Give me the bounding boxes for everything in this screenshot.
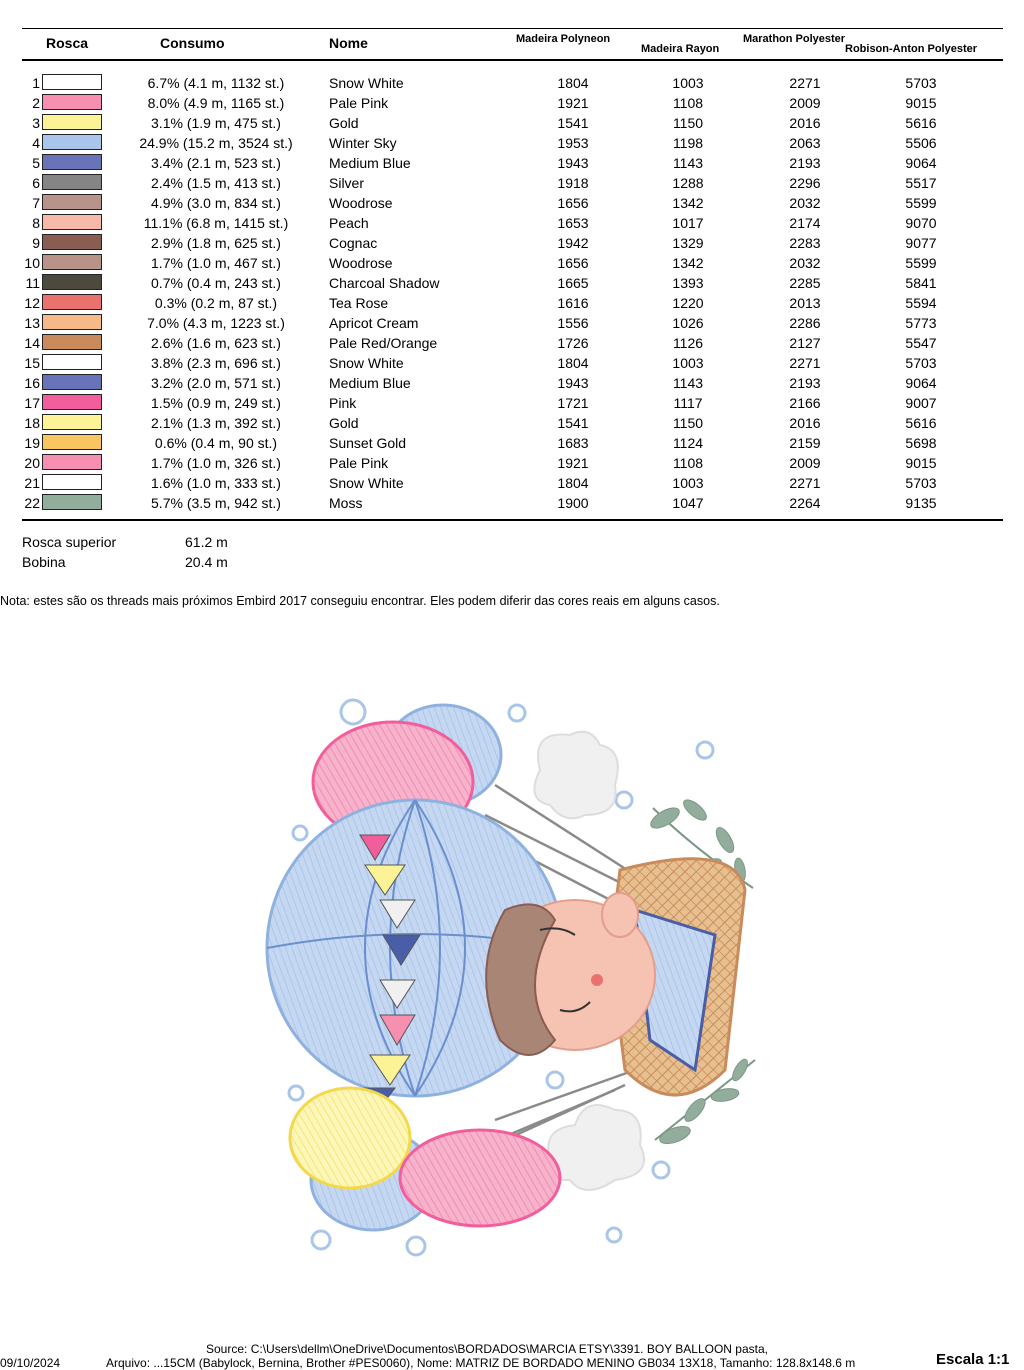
color-swatch bbox=[42, 394, 102, 410]
marathon-code: 2166 bbox=[789, 395, 821, 411]
marathon-code: 2193 bbox=[789, 375, 821, 391]
marathon-code: 2032 bbox=[789, 195, 821, 211]
madeira-rayon-code: 1342 bbox=[672, 255, 704, 271]
thread-row bbox=[0, 313, 1024, 333]
thread-row bbox=[0, 493, 1024, 513]
thread-name: Charcoal Shadow bbox=[329, 275, 440, 291]
note-text: Nota: estes são os threads mais próximos Embird 2017 conseguiu encontrar. Eles podem diferir das cores reais em alguns casos. bbox=[0, 594, 720, 608]
madeira-polyneon-code: 1656 bbox=[557, 255, 589, 271]
marathon-code: 2271 bbox=[789, 355, 821, 371]
madeira-polyneon-code: 1921 bbox=[557, 455, 589, 471]
rosca-superior-value: 61.2 m bbox=[185, 534, 228, 550]
thread-row bbox=[0, 353, 1024, 373]
madeira-rayon-code: 1288 bbox=[672, 175, 704, 191]
thread-name: Pale Pink bbox=[329, 95, 389, 111]
madeira-polyneon-code: 1556 bbox=[557, 315, 589, 331]
thread-row bbox=[0, 393, 1024, 413]
color-swatch bbox=[42, 354, 102, 370]
thread-consumo: 1.6% (1.0 m, 333 st.) bbox=[151, 475, 281, 491]
madeira-polyneon-code: 1804 bbox=[557, 75, 589, 91]
thread-number: 9 bbox=[32, 235, 40, 251]
bottom-rule bbox=[22, 519, 1003, 521]
thread-row bbox=[0, 173, 1024, 193]
marathon-code: 2271 bbox=[789, 75, 821, 91]
thread-name: Snow White bbox=[329, 75, 404, 91]
thread-consumo: 4.9% (3.0 m, 834 st.) bbox=[151, 195, 281, 211]
madeira-polyneon-code: 1804 bbox=[557, 475, 589, 491]
thread-name: Moss bbox=[329, 495, 363, 511]
color-swatch bbox=[42, 254, 102, 270]
madeira-polyneon-code: 1656 bbox=[557, 195, 589, 211]
thread-consumo: 3.2% (2.0 m, 571 st.) bbox=[151, 375, 281, 391]
robison-code: 5594 bbox=[905, 295, 937, 311]
madeira-rayon-code: 1342 bbox=[672, 195, 704, 211]
thread-row bbox=[0, 273, 1024, 293]
color-swatch bbox=[42, 474, 102, 490]
color-swatch bbox=[42, 294, 102, 310]
robison-code: 5547 bbox=[905, 335, 937, 351]
thread-row bbox=[0, 153, 1024, 173]
footer-date: 09/10/2024 bbox=[0, 1356, 61, 1370]
madeira-polyneon-code: 1721 bbox=[557, 395, 589, 411]
marathon-code: 2271 bbox=[789, 475, 821, 491]
madeira-rayon-code: 1329 bbox=[672, 235, 704, 251]
marathon-code: 2174 bbox=[789, 215, 821, 231]
color-swatch bbox=[42, 114, 102, 130]
thread-name: Medium Blue bbox=[329, 375, 411, 391]
color-swatch bbox=[42, 194, 102, 210]
marathon-code: 2032 bbox=[789, 255, 821, 271]
robison-code: 5599 bbox=[905, 255, 937, 271]
thread-number: 6 bbox=[32, 175, 40, 191]
thread-consumo: 0.7% (0.4 m, 243 st.) bbox=[151, 275, 281, 291]
madeira-rayon-code: 1003 bbox=[672, 75, 704, 91]
robison-code: 9064 bbox=[905, 375, 937, 391]
thread-consumo: 6.7% (4.1 m, 1132 st.) bbox=[147, 75, 285, 91]
thread-number: 18 bbox=[24, 415, 40, 431]
robison-code: 9015 bbox=[905, 95, 937, 111]
robison-code: 5698 bbox=[905, 435, 937, 451]
thread-number: 15 bbox=[24, 355, 40, 371]
thread-name: Cognac bbox=[329, 235, 378, 251]
color-swatch bbox=[42, 454, 102, 470]
thread-number: 19 bbox=[24, 435, 40, 451]
thread-consumo: 3.4% (2.1 m, 523 st.) bbox=[151, 155, 281, 171]
robison-code: 5773 bbox=[905, 315, 937, 331]
madeira-rayon-code: 1017 bbox=[672, 215, 704, 231]
header-madeira-polyneon: Madeira Polyneon bbox=[516, 33, 611, 45]
thread-name: Woodrose bbox=[329, 255, 393, 271]
robison-code: 5703 bbox=[905, 475, 937, 491]
madeira-polyneon-code: 1683 bbox=[557, 435, 589, 451]
thread-number: 7 bbox=[32, 195, 40, 211]
embroidery-design-image bbox=[255, 690, 775, 1270]
header-marathon: Marathon Polyester bbox=[743, 33, 846, 45]
madeira-rayon-code: 1003 bbox=[672, 475, 704, 491]
marathon-code: 2016 bbox=[789, 115, 821, 131]
thread-row bbox=[0, 333, 1024, 353]
thread-name: Gold bbox=[329, 415, 359, 431]
thread-name: Medium Blue bbox=[329, 155, 411, 171]
robison-code: 5841 bbox=[905, 275, 937, 291]
thread-name: Snow White bbox=[329, 355, 404, 371]
thread-number: 14 bbox=[24, 335, 40, 351]
madeira-rayon-code: 1003 bbox=[672, 355, 704, 371]
color-swatch bbox=[42, 214, 102, 230]
header-rosca: Rosca bbox=[46, 35, 89, 51]
thread-consumo: 2.9% (1.8 m, 625 st.) bbox=[151, 235, 281, 251]
robison-code: 5506 bbox=[905, 135, 937, 151]
color-swatch bbox=[42, 334, 102, 350]
thread-row bbox=[0, 453, 1024, 473]
madeira-rayon-code: 1143 bbox=[672, 155, 704, 171]
thread-number: 10 bbox=[24, 255, 40, 271]
top-rule bbox=[22, 28, 1003, 29]
robison-code: 5616 bbox=[905, 115, 937, 131]
robison-code: 5599 bbox=[905, 195, 937, 211]
madeira-rayon-code: 1150 bbox=[672, 415, 704, 431]
thread-consumo: 3.1% (1.9 m, 475 st.) bbox=[151, 115, 281, 131]
boy-mouth bbox=[591, 974, 603, 986]
madeira-rayon-code: 1108 bbox=[672, 95, 704, 111]
footer-arquivo: Arquivo: ...15CM (Babylock, Bernina, Brother #PES0060), Nome: MATRIZ DE BORDADO MENINO GB034 13X18, Tamanho: 128.8x148.6 m bbox=[106, 1356, 856, 1370]
header-nome: Nome bbox=[329, 35, 368, 51]
robison-code: 5517 bbox=[905, 175, 937, 191]
header-rule bbox=[22, 59, 1003, 61]
madeira-polyneon-code: 1541 bbox=[557, 115, 589, 131]
thread-name: Peach bbox=[329, 215, 369, 231]
marathon-code: 2296 bbox=[789, 175, 821, 191]
thread-name: Winter Sky bbox=[329, 135, 397, 151]
marathon-code: 2285 bbox=[789, 275, 821, 291]
thread-row bbox=[0, 253, 1024, 273]
robison-code: 9015 bbox=[905, 455, 937, 471]
color-swatch bbox=[42, 374, 102, 390]
thread-row bbox=[0, 413, 1024, 433]
marathon-code: 2127 bbox=[789, 335, 821, 351]
thread-number: 11 bbox=[25, 275, 40, 291]
robison-code: 9007 bbox=[905, 395, 937, 411]
thread-consumo: 0.3% (0.2 m, 87 st.) bbox=[154, 295, 278, 311]
thread-name: Gold bbox=[329, 115, 359, 131]
thread-row bbox=[0, 113, 1024, 133]
marathon-code: 2193 bbox=[789, 155, 821, 171]
bobina-value: 20.4 m bbox=[185, 554, 228, 570]
madeira-polyneon-code: 1953 bbox=[557, 135, 589, 151]
thread-number: 22 bbox=[24, 495, 40, 511]
thread-number: 12 bbox=[24, 295, 40, 311]
madeira-rayon-code: 1047 bbox=[672, 495, 704, 511]
madeira-polyneon-code: 1943 bbox=[557, 155, 589, 171]
thread-name: Snow White bbox=[329, 475, 404, 491]
thread-row bbox=[0, 193, 1024, 213]
thread-consumo: 1.5% (0.9 m, 249 st.) bbox=[151, 395, 281, 411]
thread-number: 1 bbox=[32, 75, 40, 91]
color-swatch bbox=[42, 174, 102, 190]
thread-consumo: 2.4% (1.5 m, 413 st.) bbox=[151, 175, 281, 191]
color-swatch bbox=[42, 434, 102, 450]
marathon-code: 2009 bbox=[789, 95, 821, 111]
yellow-balloon bbox=[290, 1088, 410, 1188]
madeira-polyneon-code: 1541 bbox=[557, 415, 589, 431]
thread-name: Tea Rose bbox=[329, 295, 389, 311]
pink-balloon-bottom bbox=[400, 1130, 560, 1226]
madeira-rayon-code: 1150 bbox=[672, 115, 704, 131]
thread-consumo: 0.6% (0.4 m, 90 st.) bbox=[154, 435, 278, 451]
boy-ear bbox=[602, 893, 638, 937]
thread-row bbox=[0, 213, 1024, 233]
madeira-rayon-code: 1393 bbox=[672, 275, 704, 291]
thread-row bbox=[0, 293, 1024, 313]
color-swatch bbox=[42, 234, 102, 250]
madeira-polyneon-code: 1943 bbox=[557, 375, 589, 391]
madeira-polyneon-code: 1804 bbox=[557, 355, 589, 371]
madeira-rayon-code: 1143 bbox=[672, 375, 704, 391]
thread-row bbox=[0, 233, 1024, 253]
thread-consumo: 11.1% (6.8 m, 1415 st.) bbox=[143, 215, 289, 231]
madeira-polyneon-code: 1653 bbox=[557, 215, 589, 231]
marathon-code: 2286 bbox=[789, 315, 821, 331]
madeira-rayon-code: 1117 bbox=[673, 395, 703, 411]
header-consumo: Consumo bbox=[160, 35, 225, 51]
thread-number: 3 bbox=[32, 115, 40, 131]
robison-code: 5703 bbox=[905, 355, 937, 371]
madeira-rayon-code: 1108 bbox=[672, 455, 704, 471]
thread-consumo: 2.6% (1.6 m, 623 st.) bbox=[151, 335, 281, 351]
color-swatch bbox=[42, 314, 102, 330]
thread-name: Silver bbox=[329, 175, 365, 191]
robison-code: 9077 bbox=[905, 235, 937, 251]
thread-number: 2 bbox=[32, 95, 40, 111]
madeira-polyneon-code: 1726 bbox=[557, 335, 589, 351]
thread-name: Pink bbox=[329, 395, 357, 411]
thread-number: 13 bbox=[24, 315, 40, 331]
thread-consumo: 2.1% (1.3 m, 392 st.) bbox=[151, 415, 281, 431]
footer-source: Source: C:\Users\dellm\OneDrive\Documentos\BORDADOS\MARCIA ETSY\3391. BOY BALLOON pasta, bbox=[206, 1342, 768, 1356]
madeira-polyneon-code: 1900 bbox=[557, 495, 589, 511]
color-swatch bbox=[42, 74, 102, 90]
madeira-polyneon-code: 1942 bbox=[557, 235, 589, 251]
rosca-superior-label: Rosca superior bbox=[22, 534, 117, 550]
thread-number: 16 bbox=[24, 375, 40, 391]
madeira-rayon-code: 1126 bbox=[672, 335, 704, 351]
color-swatch bbox=[42, 154, 102, 170]
thread-consumo: 1.7% (1.0 m, 467 st.) bbox=[151, 255, 281, 271]
marathon-code: 2283 bbox=[789, 235, 821, 251]
thread-consumo: 24.9% (15.2 m, 3524 st.) bbox=[139, 135, 293, 151]
header-madeira-rayon: Madeira Rayon bbox=[641, 43, 720, 55]
thread-name: Apricot Cream bbox=[329, 315, 419, 331]
madeira-polyneon-code: 1665 bbox=[557, 275, 589, 291]
marathon-code: 2013 bbox=[789, 295, 821, 311]
thread-number: 4 bbox=[32, 135, 40, 151]
color-swatch bbox=[42, 94, 102, 110]
madeira-polyneon-code: 1921 bbox=[557, 95, 589, 111]
header-robison: Robison-Anton Polyester bbox=[845, 43, 978, 55]
thread-row bbox=[0, 433, 1024, 453]
thread-row bbox=[0, 133, 1024, 153]
thread-consumo: 5.7% (3.5 m, 942 st.) bbox=[151, 495, 281, 511]
thread-name: Sunset Gold bbox=[329, 435, 407, 451]
robison-code: 5616 bbox=[905, 415, 937, 431]
color-swatch bbox=[42, 134, 102, 150]
thread-row bbox=[0, 93, 1024, 113]
madeira-rayon-code: 1124 bbox=[672, 435, 704, 451]
madeira-polyneon-code: 1616 bbox=[557, 295, 589, 311]
thread-row bbox=[0, 473, 1024, 493]
madeira-rayon-code: 1026 bbox=[672, 315, 704, 331]
marathon-code: 2159 bbox=[789, 435, 821, 451]
thread-number: 5 bbox=[32, 155, 40, 171]
bobina-label: Bobina bbox=[22, 554, 66, 570]
thread-number: 21 bbox=[24, 475, 40, 491]
color-swatch bbox=[42, 494, 102, 510]
thread-consumo: 7.0% (4.3 m, 1223 st.) bbox=[147, 315, 285, 331]
footer-escala: Escala 1:1 bbox=[936, 1351, 1010, 1368]
thread-consumo: 1.7% (1.0 m, 326 st.) bbox=[151, 455, 281, 471]
thread-name: Pale Red/Orange bbox=[329, 335, 438, 351]
marathon-code: 2264 bbox=[789, 495, 821, 511]
marathon-code: 2063 bbox=[789, 135, 821, 151]
thread-name: Woodrose bbox=[329, 195, 393, 211]
robison-code: 9135 bbox=[905, 495, 937, 511]
marathon-code: 2016 bbox=[789, 415, 821, 431]
robison-code: 9070 bbox=[905, 215, 937, 231]
madeira-polyneon-code: 1918 bbox=[557, 175, 589, 191]
thread-consumo: 3.8% (2.3 m, 696 st.) bbox=[151, 355, 281, 371]
madeira-rayon-code: 1198 bbox=[672, 135, 704, 151]
thread-number: 20 bbox=[24, 455, 40, 471]
robison-code: 9064 bbox=[905, 155, 937, 171]
thread-row bbox=[0, 73, 1024, 93]
robison-code: 5703 bbox=[905, 75, 937, 91]
thread-number: 8 bbox=[32, 215, 40, 231]
color-swatch bbox=[42, 274, 102, 290]
thread-row bbox=[0, 373, 1024, 393]
thread-number: 17 bbox=[24, 395, 40, 411]
color-swatch bbox=[42, 414, 102, 430]
madeira-rayon-code: 1220 bbox=[672, 295, 704, 311]
marathon-code: 2009 bbox=[789, 455, 821, 471]
thread-consumo: 8.0% (4.9 m, 1165 st.) bbox=[147, 95, 285, 111]
thread-name: Pale Pink bbox=[329, 455, 389, 471]
